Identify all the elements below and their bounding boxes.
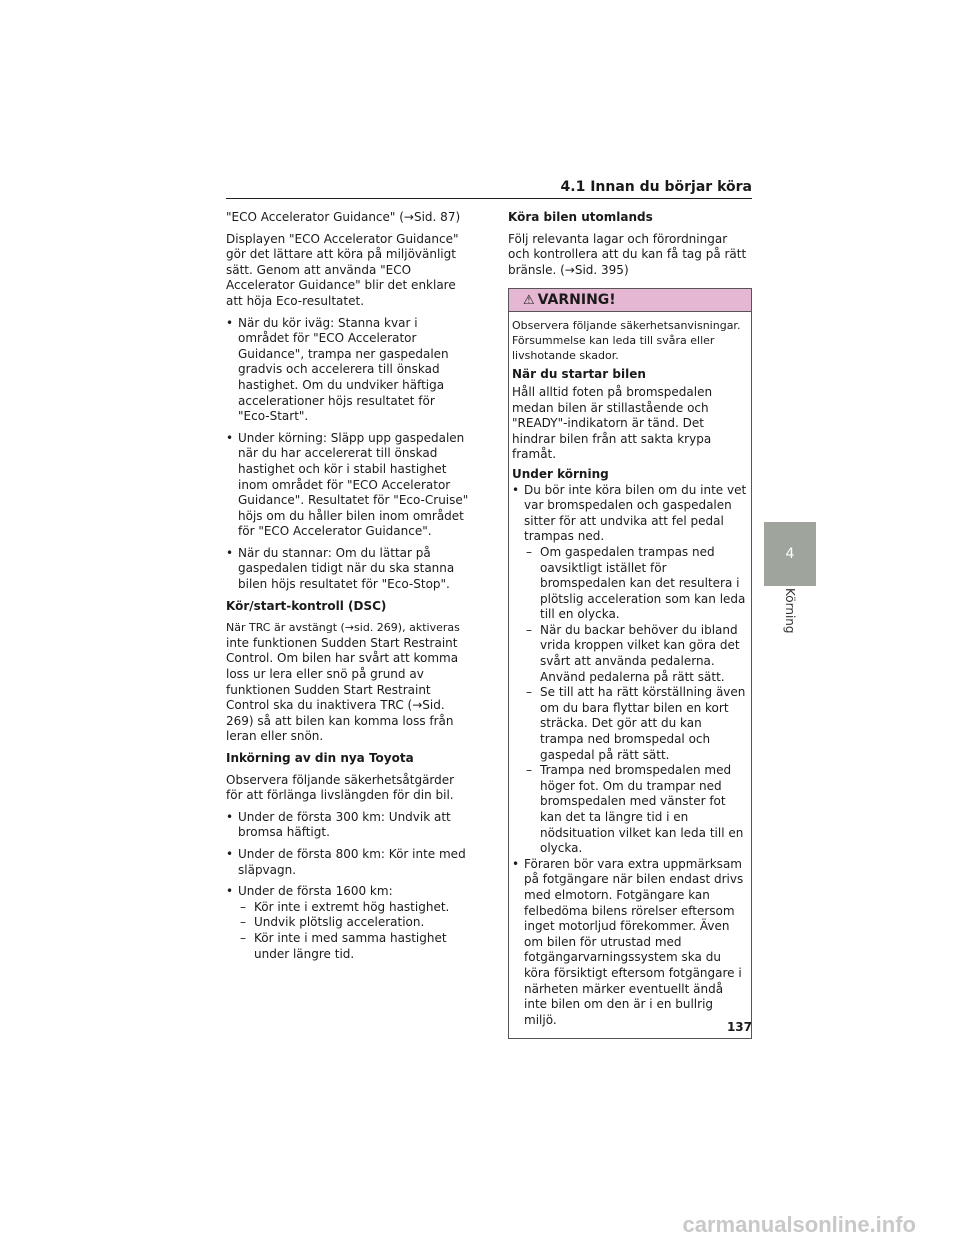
warning-body xyxy=(509,312,751,1038)
chapter-label: Körning xyxy=(783,588,797,634)
sub-list-item: – Kör inte i extremt hög hastighet. xyxy=(238,900,470,916)
page-number: 137 xyxy=(726,1020,752,1034)
list-item: • Under de första 800 km: Kör inte med släpvagn. xyxy=(226,847,470,878)
warning-subheading: När du startar bilen xyxy=(512,367,646,382)
sub-list-item: – När du backar behöver du ibland vrida kroppen vilket kan göra det svårt att använda pedalerna. Använd pedalerna på rätt sätt. xyxy=(524,623,748,685)
warning-paragraph: Håll alltid foten på bromspedalen medan bilen är stillastående och "READY"-indikatorn är tänd. Det hindrar bilen från att sakta krypa framåt. xyxy=(512,384,713,462)
list-item xyxy=(512,483,748,857)
right-column xyxy=(508,210,752,1039)
list-item: • När du stannar: Om du lättar på gaspedalen tidigt när du ska stanna bilen höjs resultatet för "Eco-Stop". xyxy=(226,546,470,593)
list-item-text: Du bör inte köra bilen om du inte vet var bromspedalen och gaspedalen sitter för att undvika att fel pedal trampas ned. xyxy=(524,482,747,544)
warning-intro: Observera följande säkerhetsanvisningar. Försummelse kan leda till svåra eller livshotande skador. xyxy=(512,319,741,363)
list-item xyxy=(226,884,470,962)
watermark: carmanualsonline.info xyxy=(682,1212,916,1237)
abroad-heading: Köra bilen utomlands xyxy=(508,210,653,224)
abroad-paragraph: Följ relevanta lagar och förordningar och kontrollera att du kan få tag på rätt bränsle. (→Sid. 395) xyxy=(508,231,747,277)
sub-list xyxy=(238,900,470,962)
sub-list xyxy=(524,545,748,857)
sub-list-item: – Om gaspedalen trampas ned oavsiktligt istället för bromspedalen kan det resultera i plötslig acceleration som kan leda till en olycka. xyxy=(524,545,748,623)
left-column xyxy=(226,210,470,968)
break-in-list xyxy=(226,810,470,962)
warning-subheading: Under körning xyxy=(512,466,609,481)
eco-guidance-intro: Displayen "ECO Accelerator Guidance" gör det lättare att köra på miljövänligt sätt. Genom att använda "ECO Accelerator Guidance" blir det enklare att höja Eco-resultatet. xyxy=(226,231,459,308)
chapter-number: 4 xyxy=(785,546,795,562)
warning-header xyxy=(509,289,751,312)
dsc-heading: Kör/start-kontroll (DSC) xyxy=(226,598,387,613)
sub-list-item: – Kör inte i med samma hastighet under längre tid. xyxy=(238,931,470,962)
list-item-text: Under de första 1600 km: xyxy=(238,884,393,899)
section-title: 4.1 Innan du börjar köra xyxy=(560,179,752,195)
list-item: • Under de första 300 km: Undvik att bromsa häftigt. xyxy=(226,810,470,841)
dsc-text: inte funktionen Sudden Start Restraint Control. Om bilen har svårt att komma loss ur lera eller snö på grund av funktionen Sudden Start Restraint Control ska du inaktivera TRC (→Sid. 269) så att bilen kan komma loss från leran eller snön. xyxy=(226,635,459,744)
dsc-small-text: När TRC är avstängt (→sid. 269), aktiveras xyxy=(226,621,460,635)
eco-guidance-ref: "ECO Accelerator Guidance" (→Sid. 87) xyxy=(226,210,461,224)
break-in-heading: Inkörning av din nya Toyota xyxy=(226,751,414,765)
list-item: • När du kör iväg: Stanna kvar i området för "ECO Accelerator Guidance", trampa ner gaspedalen gradvis och accelerera till önskad hastighet. Om du undviker häftiga accelerationer höjs resultatet för "Eco-Start". xyxy=(226,316,470,425)
sub-list-item: – Trampa ned bromspedalen med höger fot. Om du trampar ned bromspedalen med vänster fot kan det ta längre tid i en nödsituation vilket kan leda till en olycka. xyxy=(524,763,748,857)
chapter-tab xyxy=(764,522,816,586)
sub-list-item: – Se till att ha rätt körställning även om du bara flyttar bilen en kort sträcka. Det gör att du kan trampa ned bromspedal och gaspedal på rätt sätt. xyxy=(524,685,748,763)
list-item: • Föraren bör vara extra uppmärksam på fotgängare när bilen endast drivs med elmotorn. Fotgängare kan felbedöma bilens rörelser eftersom inget motorljud förekommer. Även om bilen för utrustad med fotgängarvarningssystem ska du köra försiktigt eftersom fotgängare i närheten märker eventuellt ändå inte bilen om den är i en bullrig miljö. xyxy=(512,857,748,1029)
list-item: • Under körning: Släpp upp gaspedalen när du har accelererat till önskad hastighet och kör i stabil hastighet inom området för "ECO Accelerator Guidance". Resultatet för "Eco-Cruise" höjs om du håller bilen inom området för "ECO Accelerator Guidance". xyxy=(226,431,470,540)
break-in-intro: Observera följande säkerhetsåtgärder för att förlänga livslängden för din bil. xyxy=(226,772,455,803)
page-header xyxy=(226,178,752,199)
warning-list xyxy=(512,483,748,1029)
dsc-paragraph xyxy=(226,620,470,745)
sub-list-item: – Undvik plötslig acceleration. xyxy=(238,915,470,931)
warning-title: VARNING! xyxy=(537,291,616,308)
warning-box xyxy=(508,288,752,1039)
warning-triangle-icon: ⚠ xyxy=(523,292,535,308)
eco-tips-list xyxy=(226,316,470,593)
